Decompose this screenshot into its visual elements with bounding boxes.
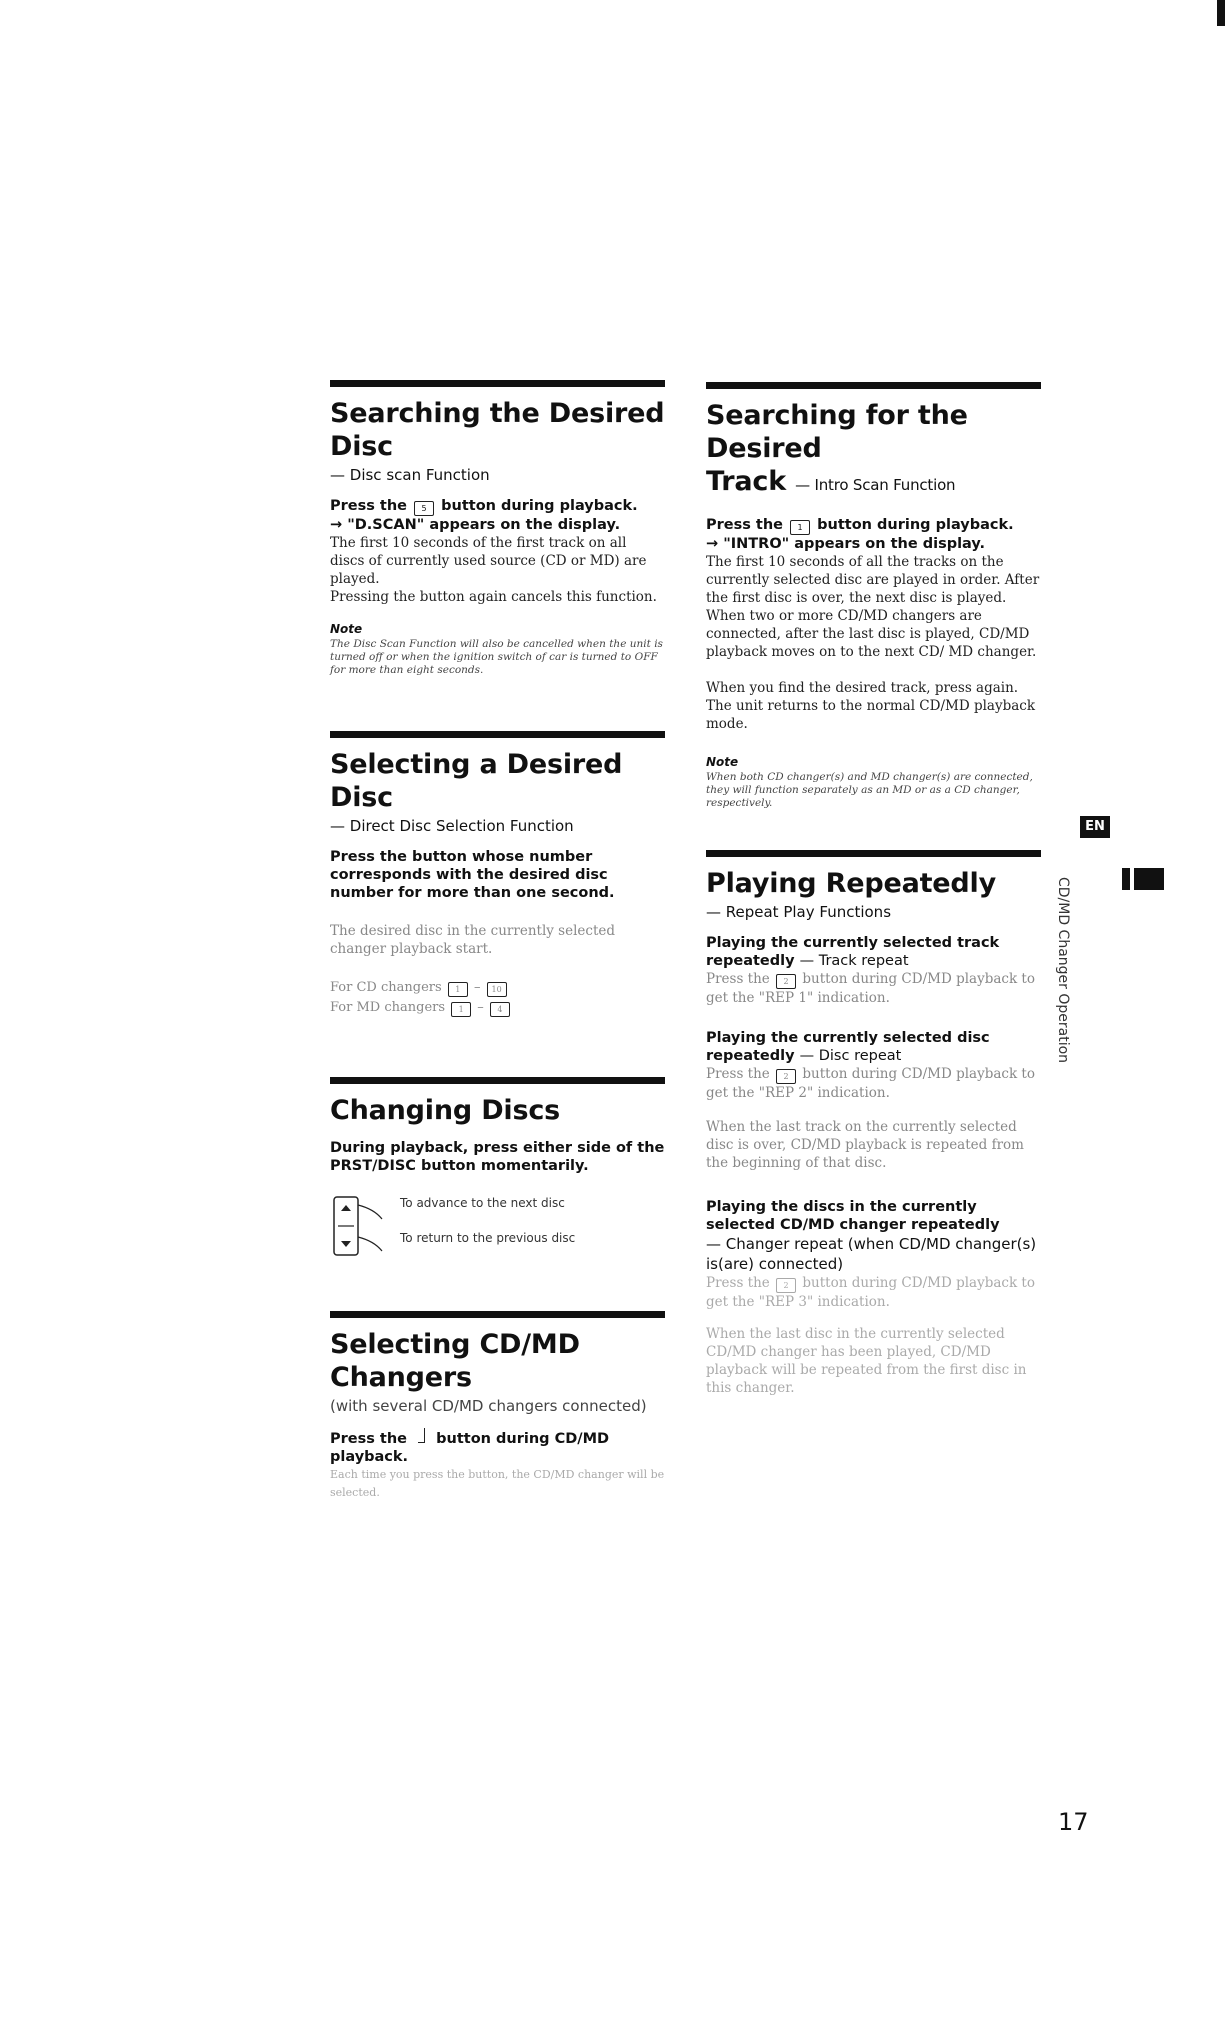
disc-button-icon: 10: [487, 982, 507, 997]
section-title: Selecting CD/MD Changers: [330, 1329, 580, 1393]
section-subtitle: — Repeat Play Functions: [706, 903, 892, 921]
note-text: When both CD changer(s) and MD changer(s) are connected, they will function separately as an MD or as a CD changer, respectively.: [706, 771, 1033, 809]
disc-button-icon: 1: [451, 1002, 471, 1017]
section-rule: [706, 850, 1041, 857]
side-tab-label: CD/MD Changer Operation: [1055, 876, 1071, 1064]
track-repeat-heading: Playing the currently selected track repeatedly — Track repeat: [706, 935, 1000, 969]
rocker-button-icon: [330, 1191, 390, 1261]
next-disc-label: To advance to the next disc: [400, 1196, 565, 1210]
section-rule: [330, 731, 665, 738]
section-intro-scan: [706, 382, 1041, 810]
instruction: Press the 5 button during playback.: [330, 498, 638, 514]
body-text-2: Pressing the button again cancels this function.: [330, 589, 657, 605]
instruction: Press the button whose number corresponds with the desired disc number for more than one second.: [330, 849, 615, 901]
section-rule: [330, 1077, 665, 1084]
repeat-button-icon: 2: [776, 1278, 796, 1293]
section-rule: [330, 380, 665, 387]
section-title: Searching for the Desired: [706, 400, 968, 464]
right-column: [706, 382, 1041, 1397]
repeat-button-icon: 2: [776, 974, 796, 989]
disc-repeat-body-2: When the last track on the currently selected disc is over, CD/MD playback is repeated from the beginning of that disc.: [706, 1119, 1024, 1171]
instruction: During playback, press either side of the PRST/DISC button momentarily.: [330, 1140, 665, 1174]
result-text: → "D.SCAN" appears on the display.: [330, 517, 621, 533]
section-title: Selecting a Desired Disc: [330, 749, 623, 813]
rocker-labels: [400, 1191, 575, 1261]
section-direct-disc: [330, 731, 665, 1017]
disc-button-icon: 4: [490, 1002, 510, 1017]
body-text: The first 10 seconds of all the tracks on the currently selected disc are played in order. After the first disc is over, the next disc is played. When two or more CD/MD changers are connected, after the last disc is played, CD/MD playback moves on to the next CD/ MD changer.: [706, 554, 1040, 660]
page-number: 17: [1058, 1808, 1089, 1836]
changer-button-ranges: [330, 980, 665, 1017]
changer-repeat-subheading: — Changer repeat (when CD/MD changer(s) is(are) connected): [706, 1235, 1037, 1273]
instruction: Press the button during CD/MD playback.: [330, 1428, 665, 1466]
section-title: Searching the Desired Disc: [330, 398, 665, 462]
md-range: For MD changers 1 – 4: [330, 1000, 665, 1017]
disc-repeat-body: Press the 2 button during CD/MD playback to get the "REP 2" indication.: [706, 1066, 1035, 1101]
section-rule: [330, 1311, 665, 1318]
changer-repeat-body: Press the 2 button during CD/MD playback to get the "REP 3" indication.: [706, 1275, 1035, 1310]
disc-rocker-diagram: [330, 1191, 665, 1261]
section-changing-discs: [330, 1077, 665, 1261]
preset-button-icon: 5: [414, 501, 434, 516]
body-text-2: When you find the desired track, press again. The unit returns to the normal CD/MD playback mode.: [706, 680, 1036, 732]
thumb-index-mark: [1122, 860, 1166, 890]
disc-button-icon: 1: [448, 982, 468, 997]
instruction: Press the 1 button during playback.: [706, 517, 1014, 533]
body-text: Each time you press the button, the CD/MD changer will be selected.: [330, 1468, 665, 1499]
section-title-line2: Track — Intro Scan Function: [706, 466, 956, 497]
left-column: [330, 380, 665, 1502]
result-text: → "INTRO" appears on the display.: [706, 536, 986, 552]
preset-button-icon: 1: [790, 520, 810, 535]
note-text: The Disc Scan Function will also be cancelled when the unit is turned off or when the ignition switch of car is turned to OFF for more than eight seconds.: [330, 638, 663, 676]
note-heading: Note: [330, 622, 363, 636]
changer-repeat-heading: Playing the discs in the currently selected CD/MD changer repeatedly: [706, 1199, 1000, 1233]
section-rule: [706, 382, 1041, 389]
prev-disc-label: To return to the previous disc: [400, 1231, 576, 1245]
body-text: The desired disc in the currently selected changer playback start.: [330, 923, 616, 957]
changer-repeat-body-2: When the last disc in the currently selected CD/MD changer has been played, CD/MD playback will be repeated from the first disc in this changer.: [706, 1326, 1027, 1396]
section-subtitle: — Disc scan Function: [330, 466, 490, 484]
source-button-icon: [418, 1428, 425, 1443]
section-repeat-play: [706, 850, 1041, 1397]
cd-range: For CD changers 1 – 10: [330, 980, 665, 997]
page-edge-mark: [1217, 0, 1225, 26]
section-title: Changing Discs: [330, 1095, 561, 1126]
section-subtitle: (with several CD/MD changers connected): [330, 1397, 647, 1415]
language-badge: EN: [1080, 816, 1110, 838]
track-repeat-body: Press the 2 button during CD/MD playback to get the "REP 1" indication.: [706, 971, 1035, 1006]
disc-repeat-heading: Playing the currently selected disc repeatedly — Disc repeat: [706, 1030, 990, 1064]
repeat-button-icon: 2: [776, 1069, 796, 1084]
section-subtitle: — Direct Disc Selection Function: [330, 817, 574, 835]
body-text: The first 10 seconds of the first track on all discs of currently used source (CD or MD) are played.: [330, 535, 647, 587]
section-title: Playing Repeatedly: [706, 868, 996, 899]
note-heading: Note: [706, 755, 739, 769]
section-select-changer: [330, 1311, 665, 1502]
section-disc-scan: [330, 380, 665, 677]
